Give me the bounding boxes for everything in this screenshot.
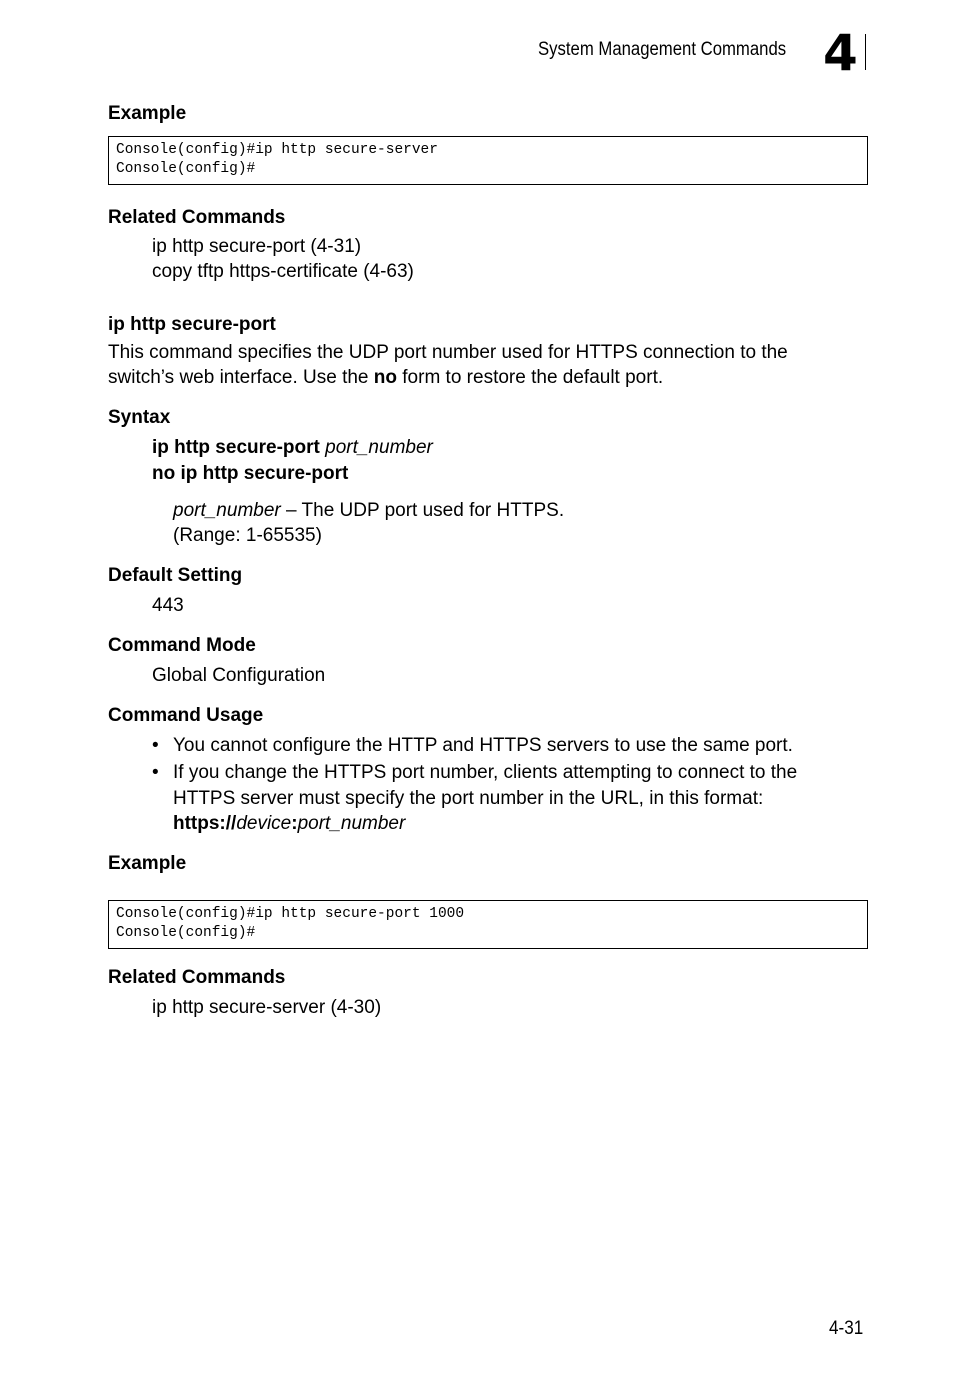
parameter-name: port_number [173, 500, 281, 521]
syntax-heading: Syntax [108, 407, 171, 428]
desc-text: form to restore the default port. [397, 367, 664, 388]
running-header: System Management Commands [538, 39, 787, 60]
page-number: 4-31 [829, 1318, 864, 1339]
chapter-number: 4 [823, 24, 858, 82]
command-mode-value: Global Configuration [152, 665, 326, 686]
command-description-line: This command specifies the UDP port number used for HTTPS connection to the [108, 342, 788, 363]
code-line: Console(config)# [116, 161, 256, 177]
desc-keyword-no: no [373, 367, 397, 388]
code-line: Console(config)#ip http secure-port 1000 [116, 906, 465, 922]
code-example-1 [108, 136, 868, 185]
example-heading: Example [108, 103, 187, 124]
default-setting-heading: Default Setting [108, 565, 243, 586]
parameter-text: – The UDP port used for HTTPS. [280, 500, 565, 521]
related-command-link[interactable]: ip http secure-server (4-30) [152, 997, 382, 1018]
bullet-marker: • [152, 762, 159, 783]
parameter-description [173, 498, 564, 523]
command-mode-heading: Command Mode [108, 635, 256, 656]
command-usage-heading: Command Usage [108, 705, 264, 726]
command-title: ip http secure-port [108, 314, 276, 335]
url-scheme: https:// [173, 813, 237, 834]
desc-text: switch’s web interface. Use the [108, 367, 374, 388]
usage-item-continued: HTTPS server must specify the port number in the URL, in this format: [173, 788, 764, 809]
url-format [173, 811, 405, 836]
url-device: device [236, 813, 292, 834]
usage-item: You cannot configure the HTTP and HTTPS servers to use the same port. [173, 735, 793, 756]
chapter-rule [865, 34, 866, 70]
url-port: port_number [297, 813, 406, 834]
syntax-command: ip http secure-port [152, 437, 320, 458]
related-command-link[interactable]: copy tftp https-certificate (4-63) [152, 261, 414, 282]
command-description-line [108, 365, 663, 390]
code-line: Console(config)# [116, 925, 256, 941]
code-line: Console(config)#ip http secure-server [116, 142, 438, 158]
code-example-2 [108, 900, 868, 949]
syntax-line-no-form: no ip http secure-port [152, 463, 349, 484]
syntax-line [152, 435, 433, 460]
related-commands-heading: Related Commands [108, 207, 286, 228]
url-colon: : [291, 813, 298, 834]
default-setting-value: 443 [152, 595, 184, 616]
syntax-parameter: port_number [325, 437, 433, 458]
usage-item: If you change the HTTPS port number, clients attempting to connect to the [173, 762, 798, 783]
related-commands-heading: Related Commands [108, 967, 286, 988]
parameter-range: (Range: 1-65535) [173, 525, 322, 546]
related-command-link[interactable]: ip http secure-port (4-31) [152, 236, 362, 257]
example-heading: Example [108, 853, 187, 874]
bullet-marker: • [152, 735, 159, 756]
